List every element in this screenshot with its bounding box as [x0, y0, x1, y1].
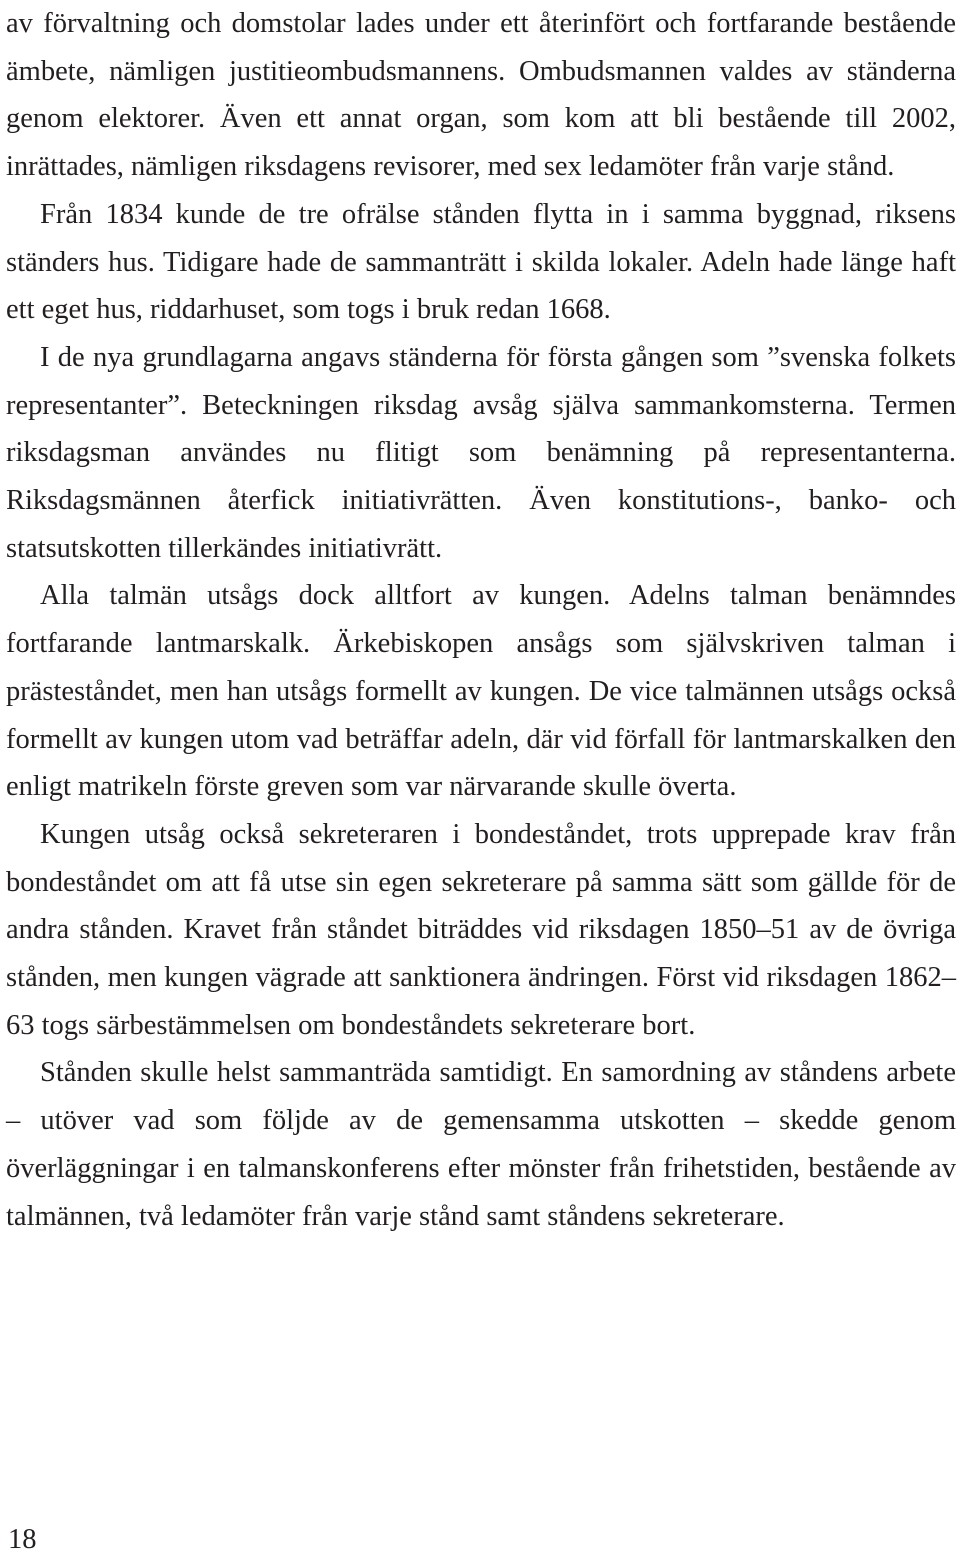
- paragraph-samordning: Stånden skulle helst sammanträda samtidigt. En samordning av ståndens arbete – utöver vad som följde av de gemensamma utskotten – skedde genom överläggningar i en talmanskonferens efter mönster från frihetstiden, bestående av talmännen, två ledamöter från varje stånd samt ståndens sekreterare.: [6, 1057, 956, 1232]
- paragraph-riksens-standers-hus: Från 1834 kunde de tre ofrälse stånden flytta in i samma byggnad, riksens ständers hus. Tidigare hade de sammanträtt i skilda lokaler. Adeln hade länge haft ett eget hus, riddarhuset, som togs i bruk redan 1668.: [6, 198, 956, 326]
- body-text: [6, 0, 956, 1240]
- page-number: 18: [8, 1524, 37, 1555]
- paragraph-talman: Alla talmän utsågs dock alltfort av kungen. Adelns talman benämndes fortfarande lantmarskalk. Ärkebiskopen ansågs som självskriven talman i prästeståndet, men han utsågs formellt av kungen. De vice talmännen utsågs också formellt av kungen utom vad beträffar adeln, där vid förfall för lantmarskalken den enligt matrikeln förste greven som var närvarande skulle överta.: [6, 580, 956, 803]
- paragraph-sekreteraren: Kungen utsåg också sekreteraren i bondeståndet, trots upprepade krav från bondeståndet om att få utse sin egen sekreterare på samma sätt som gällde för de andra stånden. Kravet från ståndet biträddes vid riksdagen 1850–51 av de övriga stånden, men kungen vägrade att sanktionera ändringen. Först vid riksdagen 1862–63 togs särbestämmelsen om bondeståndets sekreterare bort.: [6, 818, 956, 1041]
- paragraph-grundlagarna: I de nya grundlagarna angavs ständerna för första gången som ”svenska folkets representanter”. Beteckningen riksdag avsåg själva sammankomsterna. Termen riksdagsman användes nu flitigt som benämning på representanterna. Riksdagsmännen återfick initiativrätten. Även konstitutions-, banko- och statsutskotten tillerkändes initiativrätt.: [6, 341, 956, 564]
- paragraph-ombudsman: av förvaltning och domstolar lades under ett återinfört och fortfarande bestående ämbete, nämligen justitieombudsmannens. Ombudsmannen valdes av ständerna genom elektorer. Även ett annat organ, som kom att bli bestående till 2002, inrättades, nämligen riksdagens revisorer, med sex ledamöter från varje stånd.: [6, 8, 956, 183]
